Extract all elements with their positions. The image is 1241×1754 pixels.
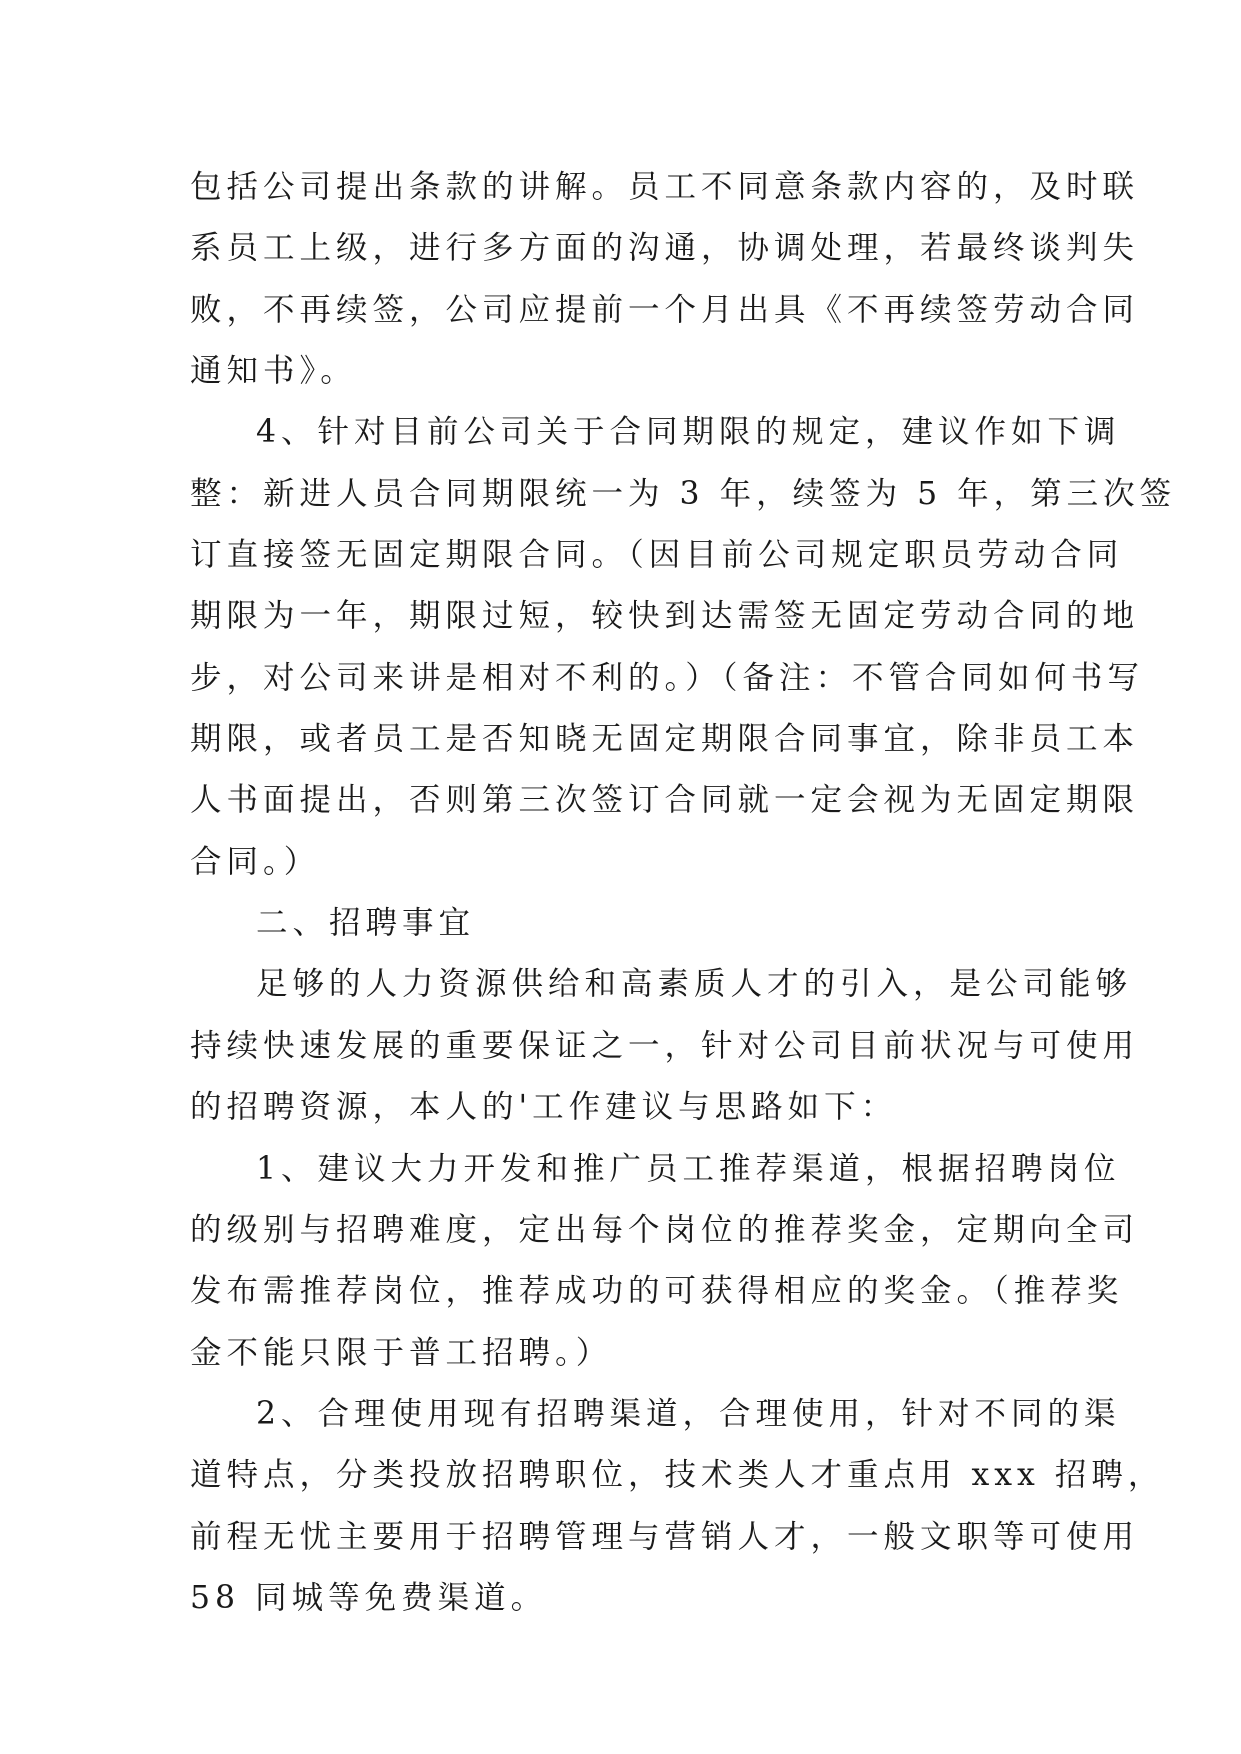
text-line: 整：新进人员合同期限统一为 3 年，续签为 5 年，第三次签 bbox=[190, 475, 1177, 512]
text-line: 的招聘资源，本人的'工作建议与思路如下： bbox=[190, 1089, 898, 1126]
text-line: 期限，或者员工是否知晓无固定期限合同事宜，除非员工本 bbox=[190, 721, 1140, 758]
body-text bbox=[190, 157, 1177, 1629]
text-line: 58 同城等免费渠道。 bbox=[190, 1579, 548, 1616]
text-line: 订直接签无固定期限合同。（因目前公司规定职员劳动合同 bbox=[190, 537, 1124, 574]
text-line: 2、合理使用现有招聘渠道，合理使用，针对不同的渠 bbox=[256, 1395, 1121, 1432]
text-line: 足够的人力资源供给和高素质人才的引入，是公司能够 bbox=[256, 966, 1133, 1003]
text-line: 金不能只限于普工招聘。） bbox=[190, 1334, 613, 1371]
text-line: 合同。） bbox=[190, 843, 321, 880]
text-line: 发布需推荐岗位，推荐成功的可获得相应的奖金。（推荐奖 bbox=[190, 1273, 1124, 1310]
text-line: 系员工上级，进行多方面的沟通，协调处理，若最终谈判失 bbox=[190, 230, 1140, 267]
text-line: 的级别与招聘难度，定出每个岗位的推荐奖金，定期向全司 bbox=[190, 1211, 1140, 1248]
text-line: 败，不再续签，公司应提前一个月出具《不再续签劳动合同 bbox=[190, 291, 1140, 328]
text-line: 道特点，分类投放招聘职位，技术类人才重点用 xxx 招聘， bbox=[190, 1457, 1165, 1494]
text-line: 步，对公司来讲是相对不利的。）（备注：不管合同如何书写 bbox=[190, 659, 1145, 696]
text-line: 1、建议大力开发和推广员工推荐渠道，根据招聘岗位 bbox=[256, 1150, 1121, 1187]
text-line: 4、针对目前公司关于合同期限的规定，建议作如下调 bbox=[256, 414, 1121, 451]
text-line: 通知书》。 bbox=[190, 353, 357, 390]
text-line: 前程无忧主要用于招聘管理与营销人才，一般文职等可使用 bbox=[190, 1518, 1140, 1555]
text-line: 期限为一年，期限过短，较快到达需签无固定劳动合同的地 bbox=[190, 598, 1140, 635]
section-heading: 二、招聘事宜 bbox=[256, 905, 476, 942]
text-line: 包括公司提出条款的讲解。员工不同意条款内容的，及时联 bbox=[190, 169, 1140, 205]
text-line: 持续快速发展的重要保证之一，针对公司目前状况与可使用 bbox=[190, 1027, 1140, 1064]
text-line: 人书面提出，否则第三次签订合同就一定会视为无固定期限 bbox=[190, 782, 1140, 819]
